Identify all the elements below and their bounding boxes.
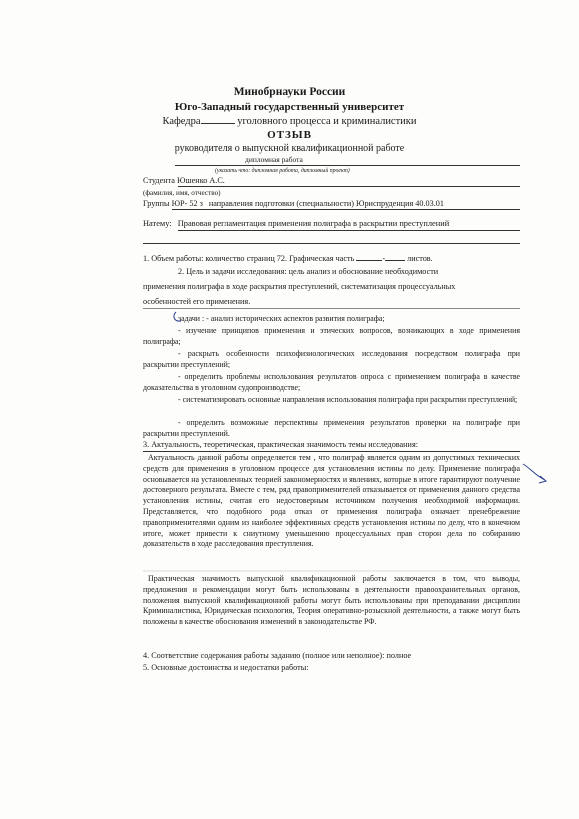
- document-subtitle: руководителя о выпускной квалификационной работе: [174, 143, 405, 154]
- department-prefix: Кафедра: [162, 116, 201, 127]
- department-name: уголовного процесса и криминалистики: [237, 116, 417, 127]
- task-6: - определить возможные перспективы применения результатов проверки на полиграфе при раскрытии преступлений.: [143, 418, 520, 438]
- task-2: - изучение принципов применения и этических вопросов, возникающих в ходе применения полиграфа;: [143, 326, 520, 346]
- pen-bracket-mark: [174, 312, 181, 321]
- section1-text: 1. Объем работы: количество страниц 72. Графическая часть: [143, 254, 355, 263]
- section2-line-3: особенностей его применения.: [143, 297, 251, 306]
- ministry-title: Минобрнауки России: [233, 86, 346, 98]
- section3-practical-paragraph: Практическая значимость выпускной квалификационной работы заключается в том, что выводы, предложения и рекомендации могут быть использованы в деятельности правоохранительных органов, положения выпускной квалификационной работы могут быть использованы при преподавании дисциплин Криминалистика, Юридическая психология, Теория оперативно-розыскной деятельности, а также могут быть положены в качестве обоснования изменений в законодательстве РФ.: [143, 574, 520, 627]
- task-3: - раскрыть особенности психофизиологических исследования посредством полиграфа при раскрытии преступлений;: [143, 349, 520, 369]
- document-title: ОТЗЫВ: [267, 129, 312, 141]
- work-type-value: дипломная работа: [245, 155, 303, 164]
- work-type-hint: (указать что: дипломная работа, дипломный проект): [215, 168, 350, 174]
- section3-heading: 3. Актуальность, теоретическая, практическая значимость темы исследования:: [143, 440, 418, 449]
- task-4: - определить проблемы использования результатов опроса с применением полиграфа в качестве доказательства в уголовном судопроизводстве;: [143, 372, 520, 392]
- direction-value: Юриспруденция 40.03.01: [356, 199, 444, 208]
- student-label: Студента: [143, 176, 175, 185]
- task-5: - систематизировать основные направления использования полиграфа при раскрытии преступлений;: [178, 395, 518, 404]
- section1-dash: -: [382, 254, 386, 263]
- section4-line: 4. Соответствие содержания работы заданию (полное или неполное): полное: [143, 651, 412, 660]
- topic-value: Правовая регламентация применения полиграфа в раскрытии преступлений: [177, 219, 450, 228]
- section5-line: 5. Основные достоинства и недостатки работы:: [143, 663, 309, 672]
- section3-relevance-paragraph: Актуальность данной работы определяется тем , что полиграф является одним из допустимых технических средств для применения в уголовном процессе для установления истины по делу. Применение полиграфа основывается на установленных теорией закономерностях и явлениях, которые в итоге гарантируют получение достоверного результата. Вместе с тем, ряд правоприменителей отказывается от применения данного средства установления истины, считая его недостоверным источником получения необходимой информации. Представляется, что подобного рода отказ от применения полиграфа означает пренебрежение правоприменителями одним из наиболее эффективных средств установления истины по делу, что в конечном итоге, может привести к сниутному уменьшению процессуальных прав сторон дела по собиранию доказательств в ходе расследования преступления.: [143, 453, 520, 549]
- topic-label: Натему:: [143, 219, 172, 228]
- direction-label: направления подготовки (специальности): [208, 199, 354, 208]
- section1-suffix: листов.: [407, 254, 433, 263]
- university-title: Юго-Западный государственный университет: [174, 101, 405, 113]
- section2-line-2: применения полиграфа в ходе раскрытия преступлений, систематизация процессуальных: [143, 282, 456, 291]
- student-name: Юшенко А.С.: [176, 176, 225, 185]
- section2-line-1: 2. Цель и задачи исследования: цель анализ и обоснование необходимости: [178, 267, 439, 276]
- student-name-hint: (фамилия, имя, отчество): [143, 189, 221, 197]
- task-1: задачи : - анализ исторических аспектов развития полиграфа;: [178, 314, 385, 323]
- group-value: ЮР- 52 з: [171, 199, 203, 208]
- group-label: Группы: [143, 199, 170, 208]
